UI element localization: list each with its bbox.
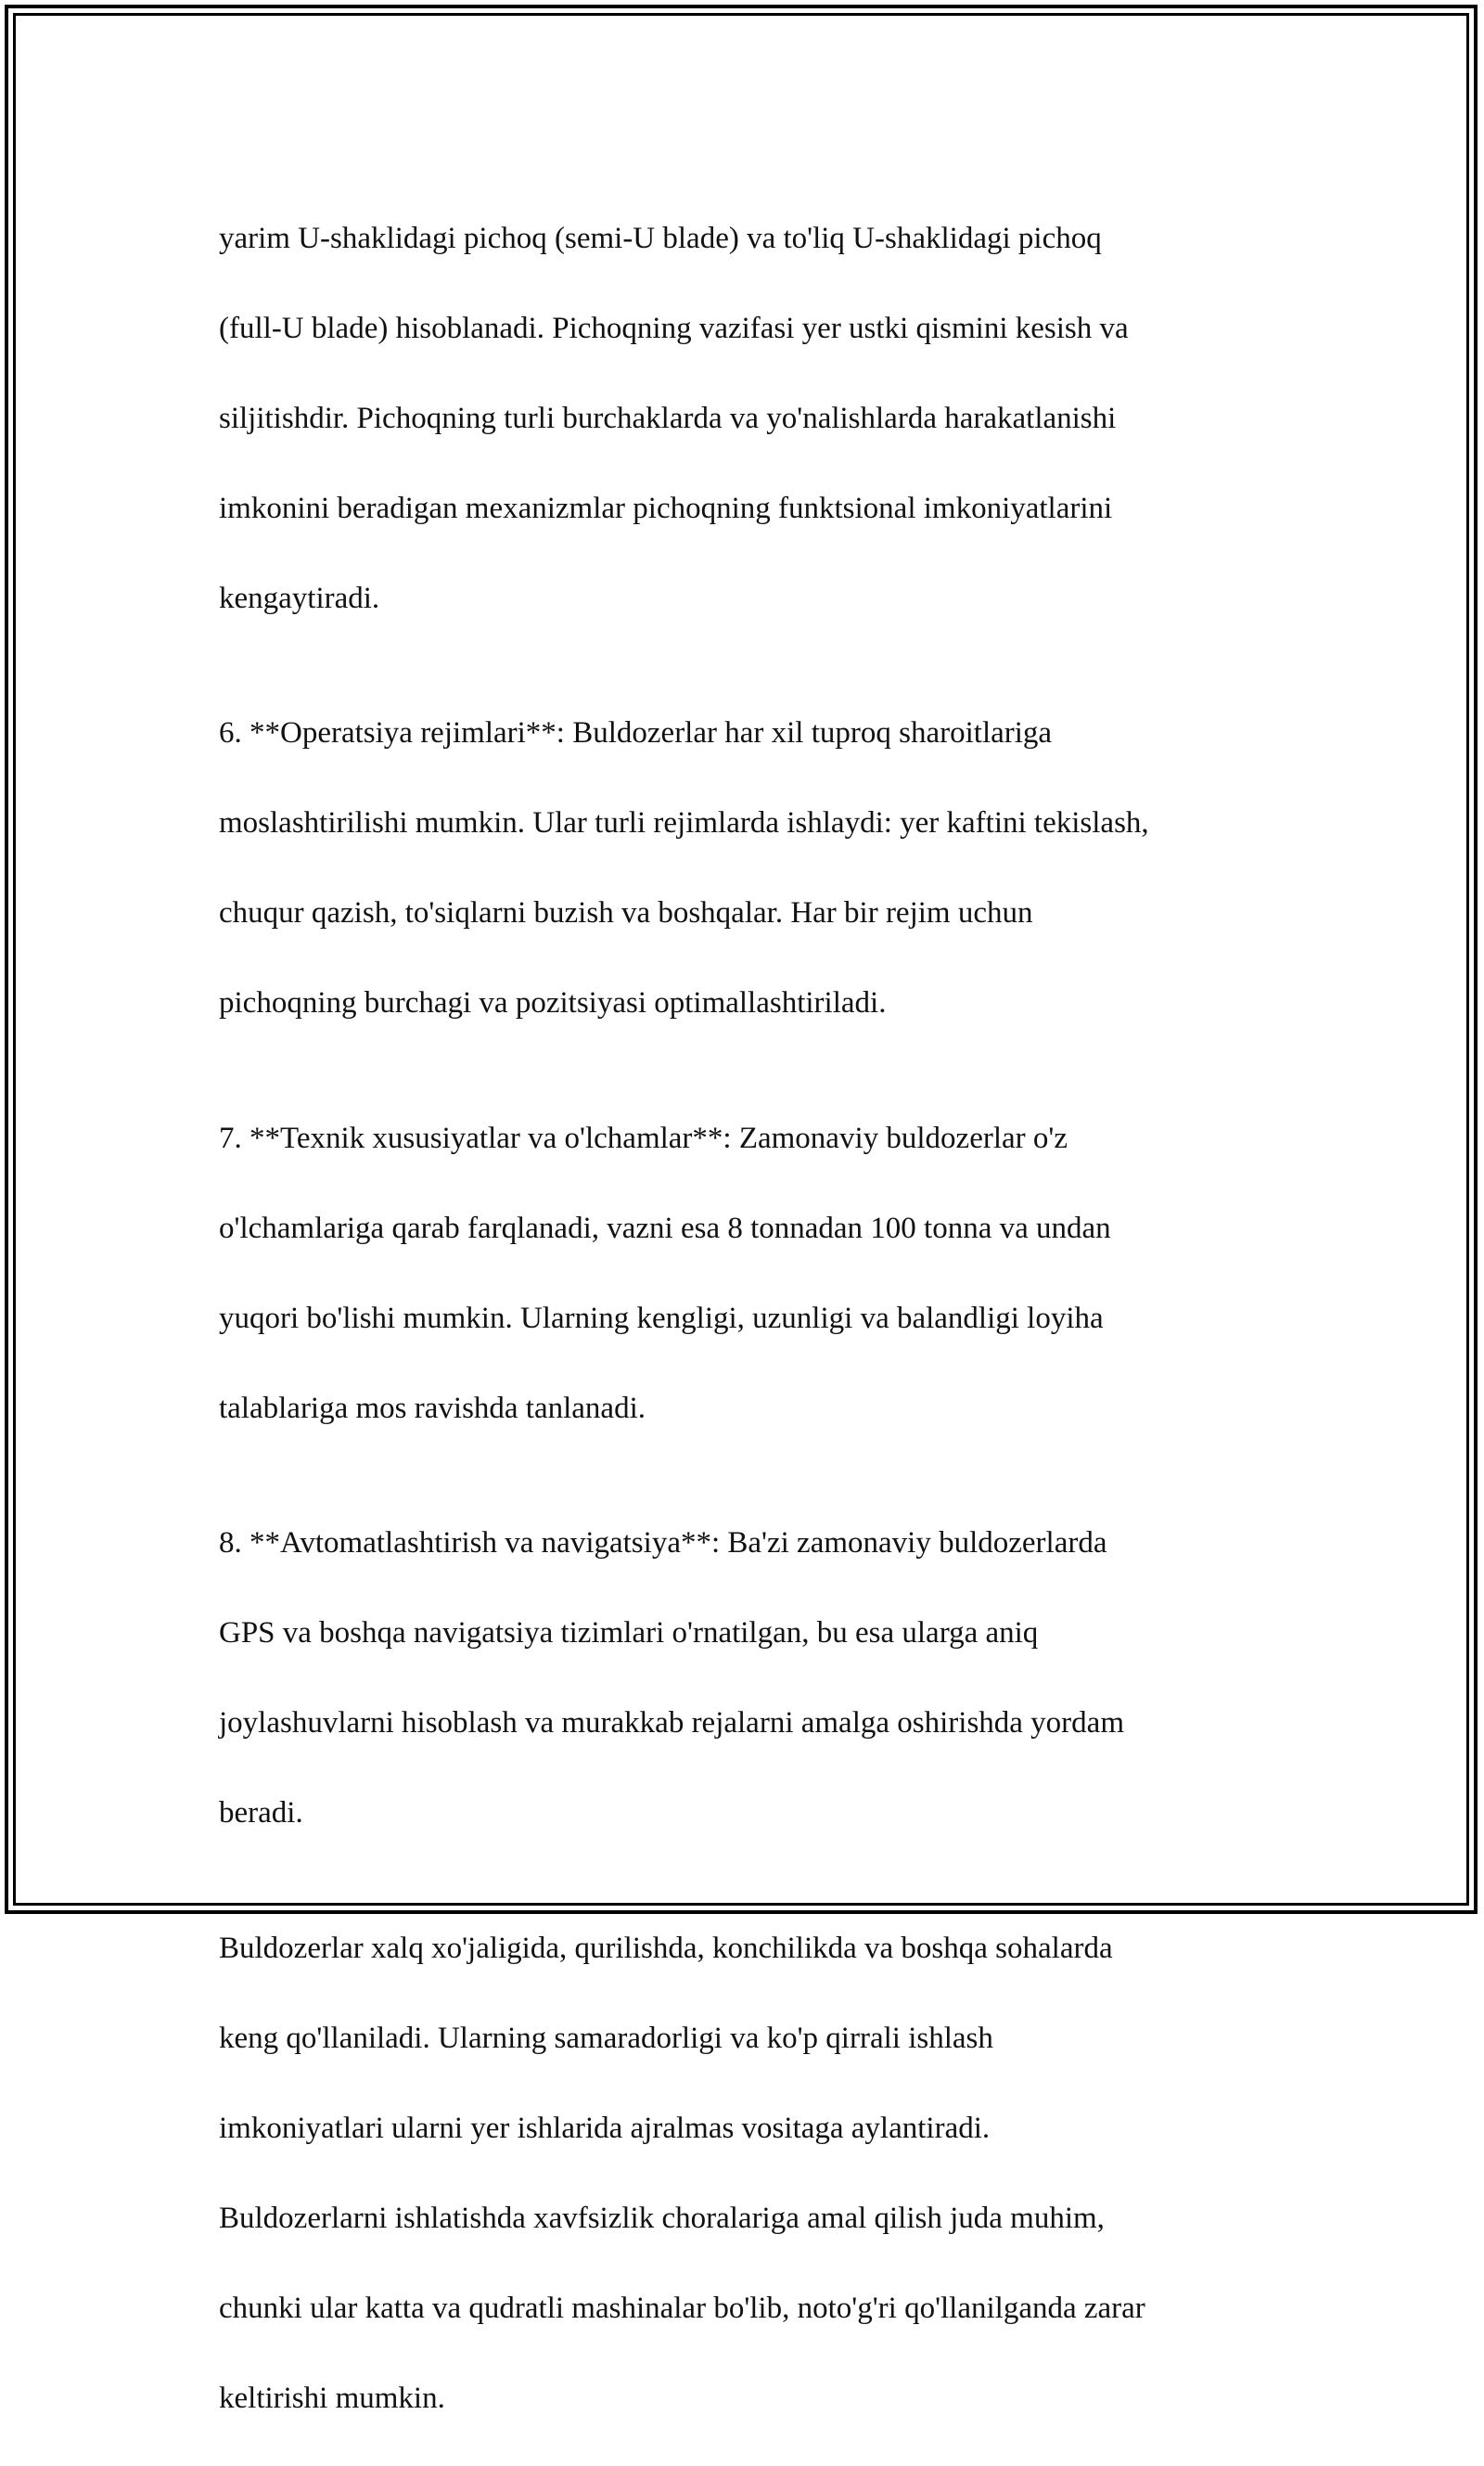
text-line: Buldozerlar xalq xo'jaligida, qurilishda, konchilikda va boshqa sohalarda	[219, 1931, 1113, 1965]
text-line: chunki ular katta va qudratli mashinalar bo'lib, noto'g'ri qo'llanilganda zarar	[219, 2291, 1145, 2325]
text-line: moslashtirilishi mumkin. Ular turli rejimlarda ishlaydi: yer kaftini tekislash,	[219, 806, 1149, 840]
text-line: 7. **Texnik xususiyatlar va o'lchamlar**: Zamonaviy buldozerlar o'z	[219, 1121, 1068, 1155]
paragraph-blade-types	[219, 171, 1258, 621]
text-line: 8. **Avtomatlashtirish va navigatsiya**: Ba'zi zamonaviy buldozerlarda	[219, 1526, 1107, 1560]
text-line: o'lchamlariga qarab farqlanadi, vazni esa 8 tonnadan 100 tonna va undan	[219, 1211, 1111, 1245]
text-line: 6. **Operatsiya rejimlari**: Buldozerlar har xil tuproq sharoitlariga	[219, 716, 1053, 750]
text-line: yuqori bo'lishi mumkin. Ularning kengligi, uzunligi va balandligi loyiha	[219, 1301, 1104, 1335]
text-line: Buldozerlarni ishlatishda xavfsizlik choralariga amal qilish juda muhim,	[219, 2201, 1105, 2235]
text-line: keltirishi mumkin.	[219, 2381, 445, 2415]
text-line: keng qo'llaniladi. Ularning samaradorligi va ko'p qirrali ishlash	[219, 2021, 993, 2055]
text-line: imkonini beradigan mexanizmlar pichoqning funktsional imkoniyatlarini	[219, 491, 1113, 525]
text-line: GPS va boshqa navigatsiya tizimlari o'rnatilgan, bu esa ularga aniq	[219, 1616, 1039, 1650]
paragraph-conclusion	[219, 1881, 1258, 2421]
paragraph-automation-navigation	[219, 1476, 1258, 1836]
document-body	[219, 171, 1258, 2466]
text-line: (full-U blade) hisoblanadi. Pichoqning vazifasi yer ustki qismini kesish va	[219, 311, 1129, 345]
text-line: yarim U-shaklidagi pichoq (semi-U blade) va to'liq U-shaklidagi pichoq	[219, 221, 1102, 255]
text-line: imkoniyatlari ularni yer ishlarida ajralmas vositaga aylantiradi.	[219, 2111, 991, 2145]
paragraph-operation-modes	[219, 666, 1258, 1026]
text-line: pichoqning burchagi va pozitsiyasi optimallashtiriladi.	[219, 986, 887, 1020]
text-line: beradi.	[219, 1796, 303, 1830]
text-line: siljitishdir. Pichoqning turli burchaklarda va yo'nalishlarda harakatlanishi	[219, 401, 1117, 435]
text-line: joylashuvlarni hisoblash va murakkab rejalarni amalga oshirishda yordam	[219, 1706, 1124, 1740]
text-line: kengaytiradi.	[219, 581, 380, 615]
text-line: chuqur qazish, to'siqlarni buzish va boshqalar. Har bir rejim uchun	[219, 896, 1033, 930]
paragraph-technical-specs	[219, 1071, 1258, 1431]
text-line: talablariga mos ravishda tanlanadi.	[219, 1391, 646, 1425]
